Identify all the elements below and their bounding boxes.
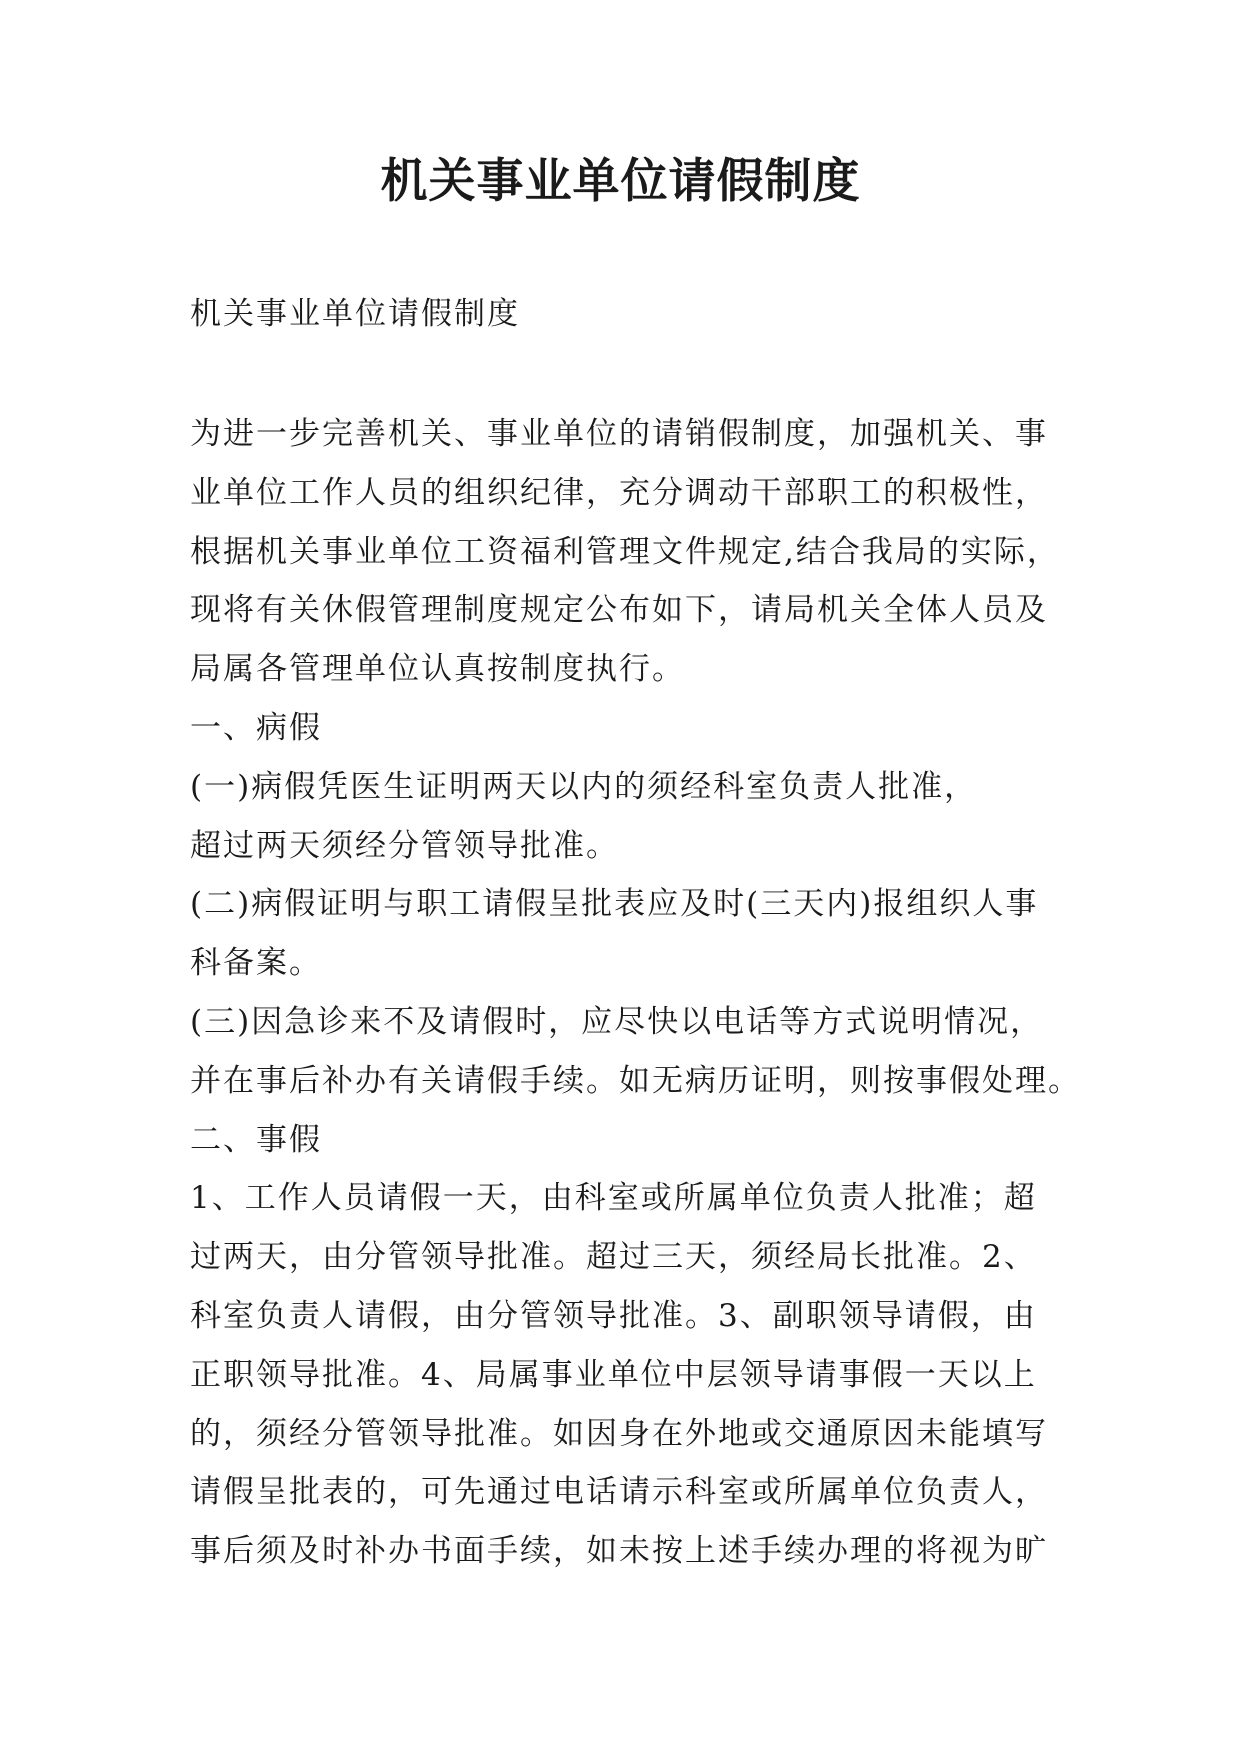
body-line: (一)病假凭医生证明两天以内的须经科室负责人批准， (190, 768, 978, 805)
body-line: 并在事后补办有关请假手续。如无病历证明，则按事假处理。 (190, 1062, 1081, 1099)
body-line: 事后须及时补办书面手续，如未按上述手续办理的将视为旷 (190, 1533, 1048, 1570)
body-line: 请假呈批表的，可先通过电话请示科室或所属单位负责人， (190, 1474, 1048, 1511)
section-heading-personal-leave: 二、事假 (190, 1121, 322, 1158)
body-line: 为进一步完善机关、事业单位的请销假制度，加强机关、事 (190, 416, 1048, 452)
body-line: 1、工作人员请假一天，由科室或所属单位负责人批准；超 (190, 1180, 1037, 1217)
section-heading-sick-leave: 一、病假 (190, 709, 322, 746)
body-line: (二)病假证明与职工请假呈批表应及时(三天内)报组织人事 (190, 886, 1039, 923)
body-line: 超过两天须经分管领导批准。 (190, 827, 619, 864)
body-line: 科室负责人请假，由分管领导批准。3、副职领导请假，由 (190, 1297, 1037, 1334)
body-line: 过两天，由分管领导批准。超过三天，须经局长批准。2、 (190, 1239, 1037, 1276)
body-line: 科备案。 (190, 945, 322, 982)
body-line: (三)因急诊来不及请假时，应尽快以电话等方式说明情况， (190, 1003, 1044, 1040)
document-subtitle: 机关事业单位请假制度 (190, 296, 520, 332)
document-title: 机关事业单位请假制度 (380, 154, 861, 209)
body-line: 根据机关事业单位工资福利管理文件规定,结合我局的实际， (190, 533, 1060, 570)
body-line: 现将有关休假管理制度规定公布如下，请局机关全体人员及 (190, 592, 1048, 629)
body-line: 正职领导批准。4、局属事业单位中层领导请事假一天以上 (190, 1356, 1037, 1393)
body-line: 局属各管理单位认真按制度执行。 (190, 651, 685, 688)
body-line: 的，须经分管领导批准。如因身在外地或交通原因未能填写 (190, 1415, 1048, 1452)
document-body (190, 405, 1081, 1581)
body-line: 业单位工作人员的组织纪律，充分调动干部职工的积极性， (190, 474, 1048, 511)
